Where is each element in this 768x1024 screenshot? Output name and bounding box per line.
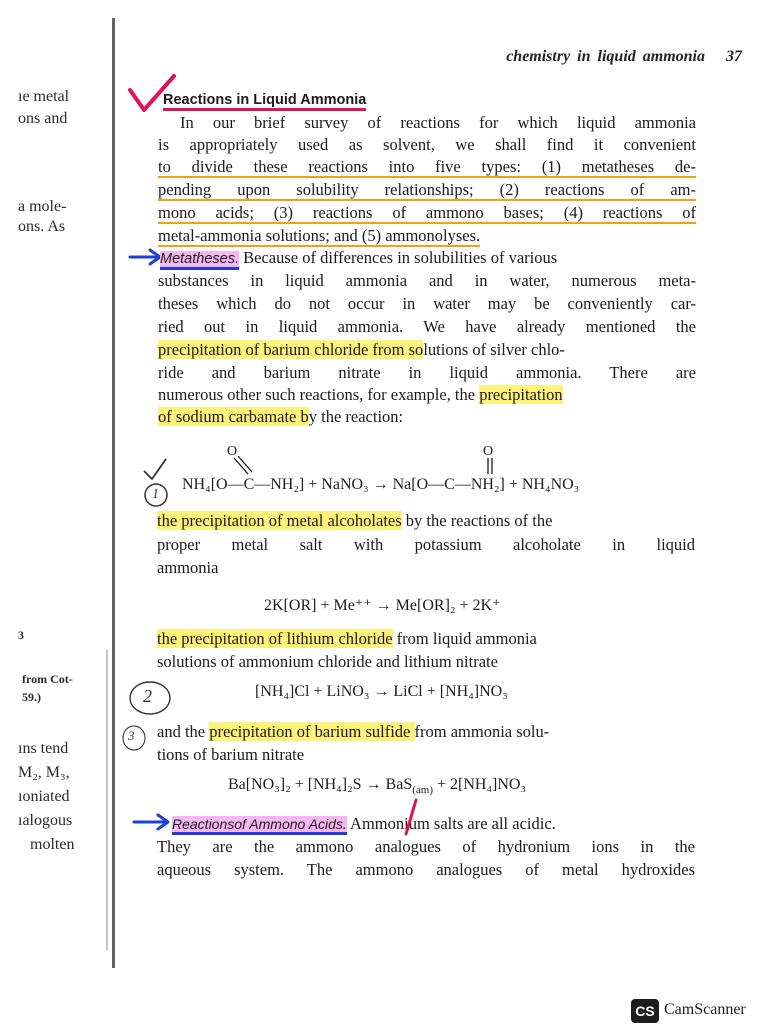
blue-arrow-icon	[128, 246, 164, 268]
margin-fragment: ons. As	[18, 218, 66, 235]
binding-spine	[112, 18, 115, 968]
paragraph-line: tions of barium nitrate	[157, 745, 305, 764]
circle-one-annotation	[140, 455, 182, 515]
paragraph-line: pending upon solubility relationships; (2) reactions of am-	[158, 180, 696, 199]
margin-fragment: ıns tend	[18, 740, 69, 757]
paragraph-line: of sodium carbamate by the reaction:	[158, 407, 404, 426]
alcoholates-line: the precipitation of metal alcoholates by the reactions of the	[157, 511, 553, 530]
paragraph-line: metal-ammonia solutions; and (5) ammonolyses.	[158, 226, 481, 245]
paragraph-line: to divide these reactions into five types: (1) metatheses de-	[158, 157, 696, 176]
paragraph-line: ried out in liquid ammonia. We have already mentioned the	[158, 317, 696, 336]
metatheses-line: Metatheses. Because of differences in solubilities of various	[160, 247, 557, 270]
equation-4: Ba[NO₃]₂ + [NH₄]₂S → BaS$_{(am)}$ + 2[NH₄]NO₃	[228, 776, 527, 797]
page-number: 37	[726, 48, 742, 65]
metatheses-heading: Metatheses.	[160, 251, 239, 270]
margin-fragment: M₂, M₃,	[18, 764, 70, 781]
margin-fragment: from Cot-	[22, 672, 73, 686]
red-slash-mark	[402, 798, 422, 838]
paragraph-line: is appropriately used as solvent, we shall find it convenient	[158, 135, 696, 154]
paragraph-line: precipitation of barium chloride from solutions of silver chlo-	[158, 340, 565, 359]
running-title: chemistry in liquid ammonia	[506, 48, 705, 65]
equation-3: [NH₄]Cl + LiNO₃ → LiCl + [NH₄]NO₃	[255, 683, 508, 700]
margin-fragment: ıe metal	[18, 88, 70, 105]
circle-three-annotation	[120, 722, 150, 756]
paragraph-line: theses which do not occur in water may be conveniently car-	[158, 294, 696, 313]
ammono-acids-line: Reactionsof Ammono Acids. Ammonium salts are all acidic.	[172, 814, 556, 833]
camscanner-watermark: CamScanner	[664, 1001, 746, 1018]
camscanner-logo: CS	[631, 999, 659, 1023]
blue-arrow-icon	[132, 811, 172, 833]
margin-fragment: ıalogous	[18, 812, 73, 829]
paragraph-line: ride and barium nitrate in liquid ammonia. There are	[158, 363, 696, 382]
paragraph-line: They are the ammono analogues of hydronium ions in the	[157, 837, 695, 856]
binding-shadow	[106, 650, 108, 950]
circle-two-number: 2	[143, 686, 152, 706]
paragraph-line: numerous other such reactions, for example, the precipitation	[158, 385, 563, 404]
margin-fragment: 3	[18, 628, 24, 642]
circle-three-number: 3	[128, 728, 135, 743]
margin-fragment: 59.)	[22, 690, 41, 704]
margin-fragment: ons and	[18, 110, 68, 127]
paragraph-line: substances in liquid ammonia and in water, numerous meta-	[158, 271, 696, 290]
equation-1: NH₄[O—C—NH₂] + NaNO₃ → Na[O—C—NH₂] + NH₄NO₃	[182, 476, 580, 493]
paragraph-line: mono acids; (3) reactions of ammono bases; (4) reactions of	[158, 203, 696, 222]
ammono-acids-heading: Reactionsof Ammono Acids.	[172, 816, 347, 835]
paragraph-line: proper metal salt with potassium alcoholate in liquid	[157, 535, 695, 554]
margin-fragment: a mole-	[18, 198, 67, 215]
paragraph-line: aqueous system. The ammono analogues of metal hydroxides	[157, 860, 695, 879]
barium-sulfide-line: and the precipitation of barium sulfide from ammonia solu-	[157, 722, 550, 741]
running-header	[506, 48, 742, 66]
paragraph-line: In our brief survey of reactions for which liquid ammonia	[180, 113, 696, 132]
paragraph-line: solutions of ammonium chloride and lithium nitrate	[157, 652, 498, 671]
carbonyl-oxygen: O	[483, 444, 494, 459]
paragraph-line: ammonia	[157, 558, 219, 577]
lithium-line: the precipitation of lithium chloride from liquid ammonia	[157, 629, 537, 648]
carbonyl-oxygen: O	[227, 444, 238, 459]
equation-2: 2K[OR] + Me⁺⁺ → Me[OR]₂ + 2K⁺	[264, 597, 501, 614]
margin-fragment: ıoniated	[18, 788, 70, 805]
circle-one-number: 1	[152, 487, 159, 502]
margin-fragment: molten	[30, 836, 75, 853]
section-heading: Reactions in Liquid Ammonia	[163, 88, 366, 111]
